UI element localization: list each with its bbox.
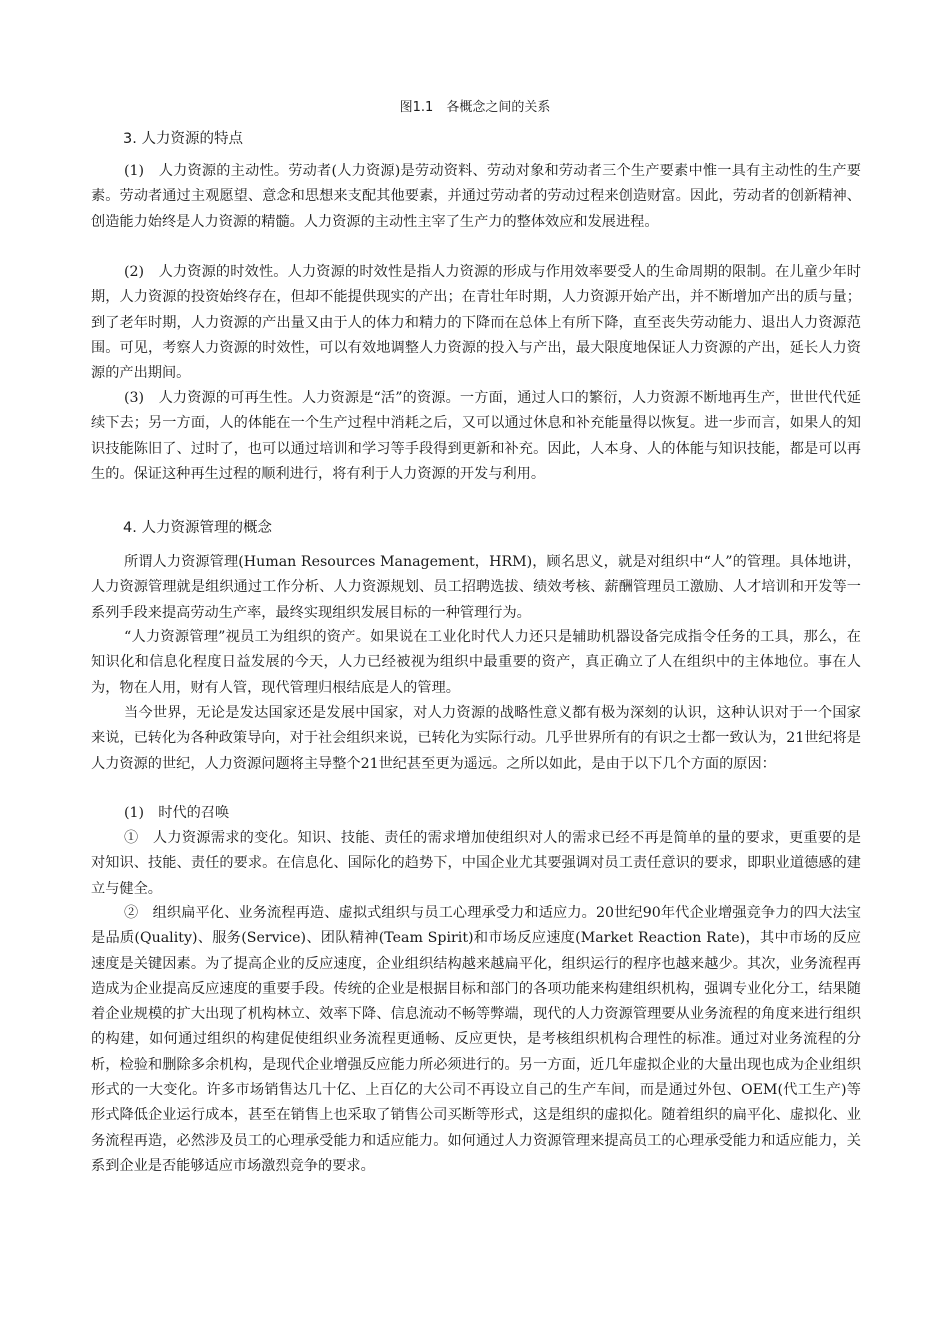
paragraph-employees-as-assets: “人力资源管理”视员工为组织的资产。如果说在工业化时代人力还只是辅助机器设备完成指令任务的工具，那么，在知识化和信息化程度日益发展的今天，人力已经被视为组织中最重要的资产，真正确立了人在组织中的主体地位。事在人为，物在人用，财有人管，现代管理归根结底是人的管理。 (91, 629, 861, 696)
paragraph-initiative: (1) 人力资源的主动性。劳动者(人力资源)是劳动资料、劳动对象和劳动者三个生产要素中惟一具有主动性的生产要素。劳动者通过主观愿望、意念和思想来支配其他要素，并通过劳动者的劳动过程来创造财富。因此，劳动者的创新精神、创造能力始终是人力资源的精髓。人力资源的主动性主宰了生产力的整体效应和发展进程。 (91, 163, 861, 230)
paragraph-strategic-significance: 当今世界，无论是发达国家还是发展中国家，对人力资源的战略性意义都有极为深刻的认识，这种认识对于一个国家来说，已转化为各种政策导向，对于社会组织来说，已转化为实际行动。几乎世界所有的有识之士都一致认为，21世纪将是人力资源的世纪，人力资源问题将主导整个21世纪甚至更为遥远。之所以如此，是由于以下几个方面的原因： (91, 705, 861, 772)
list-item-demand-change: ① 人力资源需求的变化。知识、技能、责任的需求增加使组织对人的需求已经不再是简单的量的要求，更重要的是对知识、技能、责任的要求。在信息化、国际化的趋势下，中国企业尤其要强调对员工责任意识的要求，即职业道德感的建立与健全。 (91, 830, 861, 897)
list-item-call-of-the-times: (1) 时代的召唤 (124, 805, 230, 821)
section-heading-characteristics: 3. 人力资源的特点 (123, 131, 243, 147)
list-item-organizational-flattening: ② 组织扁平化、业务流程再造、虚拟式组织与员工心理承受力和适应力。20世纪90年代企业增强竞争力的四大法宝是品质(Quality)、服务(Service)、团队精神(Team Spirit)和市场反应速度(Market Reaction Rate)，其中市场的反应速度是关键因素。为了提高企业的反应速度，企业组织结构越来越扁平化，组织运行的程序也越来越少。其次，业务流程再造成为企业提高反应速度的重要手段。传统的企业是根据目标和部门的各项功能来构建组织机构，强调专业化分工，结果随着企业规模的扩大出现了机构林立、效率下降、信息流动不畅等弊端，现代的人力资源管理要从业务流程的角度来进行组织的构建，如何通过组织的构建促使组织业务流程更通畅、反应更快，是考核组织机构合理性的标准。通过对业务流程的分析，检验和删除多余机构，是现代企业增强反应能力所必须进行的。另一方面，近几年虚拟企业的大量出现也成为企业组织形式的一大变化。许多市场销售达几十亿、上百亿的大公司不再设立自己的生产车间，而是通过外包、OEM(代工生产)等形式降低企业运行成本，甚至在销售上也采取了销售公司买断等形式，这是组织的虚拟化。随着组织的扁平化、虚拟化、业务流程再造，必然涉及员工的心理承受能力和适应能力。如何通过人力资源管理来提高员工的心理承受能力和适应能力，关系到企业是否能够适应市场激烈竞争的要求。 (91, 905, 861, 1174)
paragraph-timeliness: (2) 人力资源的时效性。人力资源的时效性是指人力资源的形成与作用效率要受人的生命周期的限制。在儿童少年时期，人力资源的投资始终存在，但却不能提供现实的产出；在青壮年时期，人力资源开始产出，并不断增加产出的质与量；到了老年时期，人力资源的产出量又由于人的体力和精力的下降而在总体上有所下降，直至丧失劳动能力、退出人力资源范围。可见，考察人力资源的时效性，可以有效地调整人力资源的投入与产出，最大限度地保证人力资源的产出，延长人力资源的产出期间。 (91, 264, 861, 382)
paragraph-hrm-definition: 所谓人力资源管理(Human Resources Management，HRM)，顾名思义，就是对组织中“人”的管理。具体地讲，人力资源管理就是组织通过工作分析、人力资源规划、员工招聘选拔、绩效考核、薪酬管理员工激励、人才培训和开发等一系列手段来提高劳动生产率，最终实现组织发展目标的一种管理行为。 (91, 554, 861, 621)
paragraph-renewability: (3) 人力资源的可再生性。人力资源是“活”的资源。一方面，通过人口的繁衍，人力资源不断地再生产，世世代代延续下去；另一方面，人的体能在一个生产过程中消耗之后，又可以通过休息和补充能量得以恢复。进一步而言，如果人的知识技能陈旧了、过时了，也可以通过培训和学习等手段得到更新和补充。因此，人本身、人的体能与知识技能，都是可以再生的。保证这种再生过程的顺利进行，将有利于人力资源的开发与利用。 (91, 390, 861, 482)
figure-caption: 图1.1 各概念之间的关系 (399, 100, 551, 115)
section-heading-hrm-concept: 4. 人力资源管理的概念 (123, 520, 272, 536)
